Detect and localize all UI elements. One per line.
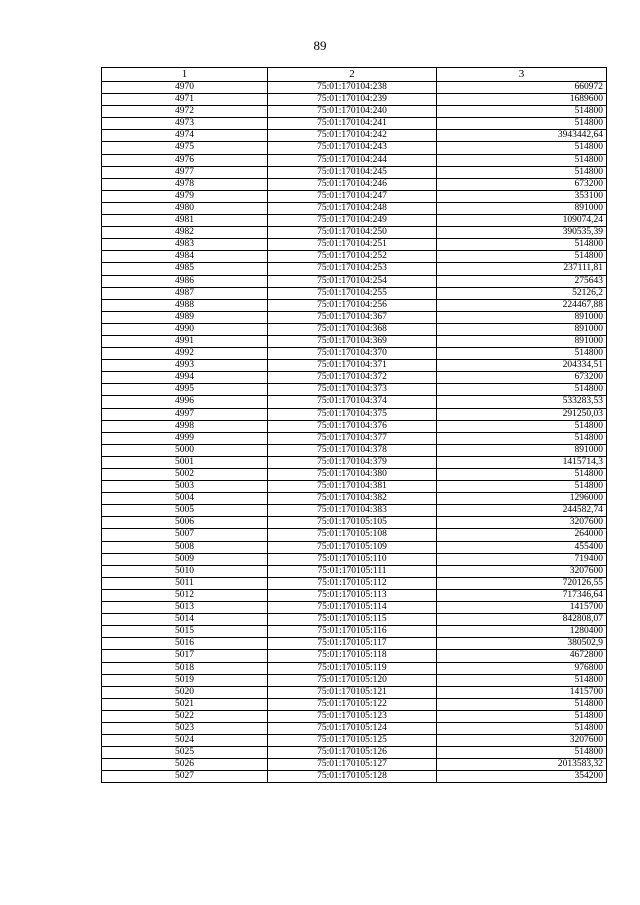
- row-number-cell: 4995: [102, 384, 268, 396]
- table-row: [102, 408, 607, 420]
- row-number-cell: 4991: [102, 335, 268, 347]
- table-row: [102, 710, 607, 722]
- row-number-cell: 5018: [102, 662, 268, 674]
- value-cell: 673200: [437, 178, 607, 190]
- table-row: [102, 759, 607, 771]
- cadastral-number-cell: 75:01:170105:108: [268, 529, 437, 541]
- row-number-cell: 5025: [102, 747, 268, 759]
- table-row: [102, 505, 607, 517]
- cadastral-number-cell: 75:01:170105:110: [268, 553, 437, 565]
- value-cell: 891000: [437, 311, 607, 323]
- table-body: [102, 82, 607, 783]
- cadastral-number-cell: 75:01:170104:372: [268, 372, 437, 384]
- value-cell: 891000: [437, 444, 607, 456]
- row-number-cell: 4982: [102, 227, 268, 239]
- cadastral-number-cell: 75:01:170105:119: [268, 662, 437, 674]
- table-row: [102, 614, 607, 626]
- row-number-cell: 5023: [102, 722, 268, 734]
- cadastral-number-cell: 75:01:170105:118: [268, 650, 437, 662]
- table-row: [102, 348, 607, 360]
- value-cell: 514800: [437, 674, 607, 686]
- table-row: [102, 722, 607, 734]
- table-row: [102, 698, 607, 710]
- table-row: [102, 602, 607, 614]
- value-cell: 1689600: [437, 94, 607, 106]
- cadastral-number-cell: 75:01:170105:105: [268, 517, 437, 529]
- row-number-cell: 4974: [102, 130, 268, 142]
- row-number-cell: 5002: [102, 469, 268, 481]
- value-cell: 3207600: [437, 735, 607, 747]
- table-row: [102, 263, 607, 275]
- row-number-cell: 4999: [102, 432, 268, 444]
- value-cell: 1415714,3: [437, 456, 607, 468]
- row-number-cell: 5007: [102, 529, 268, 541]
- row-number-cell: 5019: [102, 674, 268, 686]
- row-number-cell: 5021: [102, 698, 268, 710]
- value-cell: 514800: [437, 106, 607, 118]
- table-row: [102, 553, 607, 565]
- row-number-cell: 4985: [102, 263, 268, 275]
- table-row: [102, 227, 607, 239]
- cadastral-number-cell: 75:01:170104:370: [268, 348, 437, 360]
- cadastral-number-cell: 75:01:170104:383: [268, 505, 437, 517]
- table-row: [102, 130, 607, 142]
- table-row: [102, 335, 607, 347]
- cadastral-number-cell: 75:01:170104:251: [268, 239, 437, 251]
- value-cell: 52126,2: [437, 287, 607, 299]
- row-number-cell: 5009: [102, 553, 268, 565]
- cadastral-number-cell: 75:01:170104:373: [268, 384, 437, 396]
- cadastral-number-cell: 75:01:170104:368: [268, 323, 437, 335]
- row-number-cell: 4983: [102, 239, 268, 251]
- table-row: [102, 106, 607, 118]
- value-cell: 514800: [437, 481, 607, 493]
- cadastral-number-cell: 75:01:170104:382: [268, 493, 437, 505]
- row-number-cell: 5013: [102, 602, 268, 614]
- row-number-cell: 4975: [102, 142, 268, 154]
- cadastral-number-cell: 75:01:170104:367: [268, 311, 437, 323]
- row-number-cell: 5011: [102, 577, 268, 589]
- table-row: [102, 275, 607, 287]
- row-number-cell: 4977: [102, 166, 268, 178]
- row-number-cell: 5014: [102, 614, 268, 626]
- cadastral-number-cell: 75:01:170105:109: [268, 541, 437, 553]
- cadastral-number-cell: 75:01:170104:369: [268, 335, 437, 347]
- value-cell: 514800: [437, 747, 607, 759]
- row-number-cell: 4976: [102, 154, 268, 166]
- row-number-cell: 5027: [102, 771, 268, 783]
- table-row: [102, 384, 607, 396]
- cadastral-number-cell: 75:01:170105:121: [268, 686, 437, 698]
- value-cell: 390535,39: [437, 227, 607, 239]
- value-cell: 1415700: [437, 602, 607, 614]
- table-row: [102, 251, 607, 263]
- cadastral-number-cell: 75:01:170105:124: [268, 722, 437, 734]
- table-row: [102, 142, 607, 154]
- row-number-cell: 5006: [102, 517, 268, 529]
- cadastral-number-cell: 75:01:170105:122: [268, 698, 437, 710]
- value-cell: 891000: [437, 335, 607, 347]
- cadastral-number-cell: 75:01:170105:120: [268, 674, 437, 686]
- row-number-cell: 4980: [102, 202, 268, 214]
- cadastral-number-cell: 75:01:170104:240: [268, 106, 437, 118]
- table-row: [102, 372, 607, 384]
- table-row: [102, 565, 607, 577]
- value-cell: 237111,81: [437, 263, 607, 275]
- row-number-cell: 5008: [102, 541, 268, 553]
- row-number-cell: 4972: [102, 106, 268, 118]
- table-row: [102, 541, 607, 553]
- table-row: [102, 577, 607, 589]
- cadastral-number-cell: 75:01:170105:115: [268, 614, 437, 626]
- value-cell: 514800: [437, 710, 607, 722]
- table-row: [102, 420, 607, 432]
- cadastral-number-cell: 75:01:170104:256: [268, 299, 437, 311]
- row-number-cell: 5020: [102, 686, 268, 698]
- column-header-2: 2: [268, 68, 437, 82]
- cadastral-number-cell: 75:01:170104:245: [268, 166, 437, 178]
- cadastral-number-cell: 75:01:170104:371: [268, 360, 437, 372]
- table-row: [102, 589, 607, 601]
- table-row: [102, 686, 607, 698]
- row-number-cell: 4971: [102, 94, 268, 106]
- row-number-cell: 5005: [102, 505, 268, 517]
- row-number-cell: 5022: [102, 710, 268, 722]
- cadastral-number-cell: 75:01:170104:247: [268, 190, 437, 202]
- value-cell: 275643: [437, 275, 607, 287]
- table-row: [102, 166, 607, 178]
- table-row: [102, 493, 607, 505]
- cadastral-number-cell: 75:01:170104:381: [268, 481, 437, 493]
- row-number-cell: 4979: [102, 190, 268, 202]
- table-row: [102, 517, 607, 529]
- cadastral-number-cell: 75:01:170104:377: [268, 432, 437, 444]
- column-header-1: 1: [102, 68, 268, 82]
- cadastral-number-cell: 75:01:170104:379: [268, 456, 437, 468]
- cadastral-number-cell: 75:01:170104:243: [268, 142, 437, 154]
- cadastral-number-cell: 75:01:170104:238: [268, 82, 437, 94]
- table-row: [102, 360, 607, 372]
- row-number-cell: 5024: [102, 735, 268, 747]
- row-number-cell: 4989: [102, 311, 268, 323]
- table-row: [102, 239, 607, 251]
- row-number-cell: 4987: [102, 287, 268, 299]
- table-row: [102, 650, 607, 662]
- cadastral-number-cell: 75:01:170104:252: [268, 251, 437, 263]
- cadastral-number-cell: 75:01:170105:128: [268, 771, 437, 783]
- row-number-cell: 5016: [102, 638, 268, 650]
- cadastral-number-cell: 75:01:170105:117: [268, 638, 437, 650]
- row-number-cell: 4981: [102, 215, 268, 227]
- cadastral-number-cell: 75:01:170105:126: [268, 747, 437, 759]
- row-number-cell: 4994: [102, 372, 268, 384]
- row-number-cell: 4973: [102, 118, 268, 130]
- value-cell: 1415700: [437, 686, 607, 698]
- value-cell: 514800: [437, 154, 607, 166]
- cadastral-number-cell: 75:01:170104:378: [268, 444, 437, 456]
- table-row: [102, 287, 607, 299]
- cadastral-number-cell: 75:01:170104:239: [268, 94, 437, 106]
- value-cell: 204334,51: [437, 360, 607, 372]
- row-number-cell: 5003: [102, 481, 268, 493]
- value-cell: 514800: [437, 166, 607, 178]
- table-row: [102, 190, 607, 202]
- table-row: [102, 481, 607, 493]
- cadastral-number-cell: 75:01:170104:376: [268, 420, 437, 432]
- table-row: [102, 82, 607, 94]
- row-number-cell: 4992: [102, 348, 268, 360]
- cadastral-number-cell: 75:01:170104:250: [268, 227, 437, 239]
- value-cell: 514800: [437, 142, 607, 154]
- table-row: [102, 154, 607, 166]
- cadastral-number-cell: 75:01:170104:375: [268, 408, 437, 420]
- row-number-cell: 4990: [102, 323, 268, 335]
- value-cell: 353100: [437, 190, 607, 202]
- row-number-cell: 4997: [102, 408, 268, 420]
- value-cell: 514800: [437, 251, 607, 263]
- table-row: [102, 747, 607, 759]
- cadastral-number-cell: 75:01:170104:241: [268, 118, 437, 130]
- table-row: [102, 529, 607, 541]
- value-cell: 1280400: [437, 626, 607, 638]
- value-cell: 3943442,64: [437, 130, 607, 142]
- value-cell: 3207600: [437, 565, 607, 577]
- value-cell: 291250,03: [437, 408, 607, 420]
- cadastral-number-cell: 75:01:170105:116: [268, 626, 437, 638]
- table-row: [102, 94, 607, 106]
- row-number-cell: 4984: [102, 251, 268, 263]
- row-number-cell: 5010: [102, 565, 268, 577]
- value-cell: 455400: [437, 541, 607, 553]
- value-cell: 720126,55: [437, 577, 607, 589]
- cadastral-number-cell: 75:01:170104:254: [268, 275, 437, 287]
- cadastral-number-cell: 75:01:170104:249: [268, 215, 437, 227]
- table-row: [102, 735, 607, 747]
- value-cell: 514800: [437, 698, 607, 710]
- value-cell: 224467,88: [437, 299, 607, 311]
- cadastral-number-cell: 75:01:170104:246: [268, 178, 437, 190]
- cadastral-number-cell: 75:01:170105:125: [268, 735, 437, 747]
- table-row: [102, 638, 607, 650]
- row-number-cell: 4998: [102, 420, 268, 432]
- value-cell: 514800: [437, 432, 607, 444]
- row-number-cell: 4996: [102, 396, 268, 408]
- cadastral-number-cell: 75:01:170104:244: [268, 154, 437, 166]
- row-number-cell: 5004: [102, 493, 268, 505]
- table-row: [102, 118, 607, 130]
- value-cell: 660972: [437, 82, 607, 94]
- row-number-cell: 4970: [102, 82, 268, 94]
- cadastral-number-cell: 75:01:170104:242: [268, 130, 437, 142]
- table-row: [102, 299, 607, 311]
- row-number-cell: 5015: [102, 626, 268, 638]
- table-row: [102, 396, 607, 408]
- value-cell: 891000: [437, 202, 607, 214]
- value-cell: 673200: [437, 372, 607, 384]
- table-row: [102, 215, 607, 227]
- row-number-cell: 5017: [102, 650, 268, 662]
- table-row: [102, 771, 607, 783]
- cadastral-number-cell: 75:01:170105:111: [268, 565, 437, 577]
- table-row: [102, 469, 607, 481]
- value-cell: 891000: [437, 323, 607, 335]
- row-number-cell: 5000: [102, 444, 268, 456]
- table-row: [102, 626, 607, 638]
- value-cell: 514800: [437, 469, 607, 481]
- column-header-3: 3: [437, 68, 607, 82]
- row-number-cell: 5001: [102, 456, 268, 468]
- cadastral-number-cell: 75:01:170104:255: [268, 287, 437, 299]
- cadastral-number-cell: 75:01:170105:127: [268, 759, 437, 771]
- cadastral-number-cell: 75:01:170105:112: [268, 577, 437, 589]
- value-cell: 514800: [437, 420, 607, 432]
- cadastral-number-cell: 75:01:170104:253: [268, 263, 437, 275]
- value-cell: 264000: [437, 529, 607, 541]
- row-number-cell: 4993: [102, 360, 268, 372]
- value-cell: 380502,9: [437, 638, 607, 650]
- row-number-cell: 5012: [102, 589, 268, 601]
- page-number: 89: [313, 38, 327, 53]
- cadastral-number-cell: 75:01:170104:248: [268, 202, 437, 214]
- value-cell: 976800: [437, 662, 607, 674]
- cadastral-number-cell: 75:01:170104:374: [268, 396, 437, 408]
- value-cell: 842808,07: [437, 614, 607, 626]
- table-row: [102, 202, 607, 214]
- value-cell: 4672800: [437, 650, 607, 662]
- row-number-cell: 4986: [102, 275, 268, 287]
- value-cell: 514800: [437, 384, 607, 396]
- value-cell: 109074,24: [437, 215, 607, 227]
- table-row: [102, 662, 607, 674]
- cadastral-number-cell: 75:01:170104:380: [268, 469, 437, 481]
- cadastral-number-cell: 75:01:170105:123: [268, 710, 437, 722]
- value-cell: 717346,64: [437, 589, 607, 601]
- value-cell: 244582,74: [437, 505, 607, 517]
- value-cell: 533283,53: [437, 396, 607, 408]
- value-cell: 354200: [437, 771, 607, 783]
- table-row: [102, 323, 607, 335]
- table-row: [102, 178, 607, 190]
- value-cell: 514800: [437, 722, 607, 734]
- value-cell: 514800: [437, 239, 607, 251]
- table-row: [102, 432, 607, 444]
- table-row: [102, 311, 607, 323]
- value-cell: 719400: [437, 553, 607, 565]
- table-row: [102, 456, 607, 468]
- table-row: [102, 674, 607, 686]
- row-number-cell: 4988: [102, 299, 268, 311]
- value-cell: 2013583,32: [437, 759, 607, 771]
- value-cell: 514800: [437, 118, 607, 130]
- data-table: [101, 67, 607, 783]
- value-cell: 514800: [437, 348, 607, 360]
- value-cell: 3207600: [437, 517, 607, 529]
- row-number-cell: 5026: [102, 759, 268, 771]
- cadastral-number-cell: 75:01:170105:113: [268, 589, 437, 601]
- table-header-row: [102, 68, 607, 82]
- value-cell: 1296000: [437, 493, 607, 505]
- row-number-cell: 4978: [102, 178, 268, 190]
- cadastral-number-cell: 75:01:170105:114: [268, 602, 437, 614]
- table-row: [102, 444, 607, 456]
